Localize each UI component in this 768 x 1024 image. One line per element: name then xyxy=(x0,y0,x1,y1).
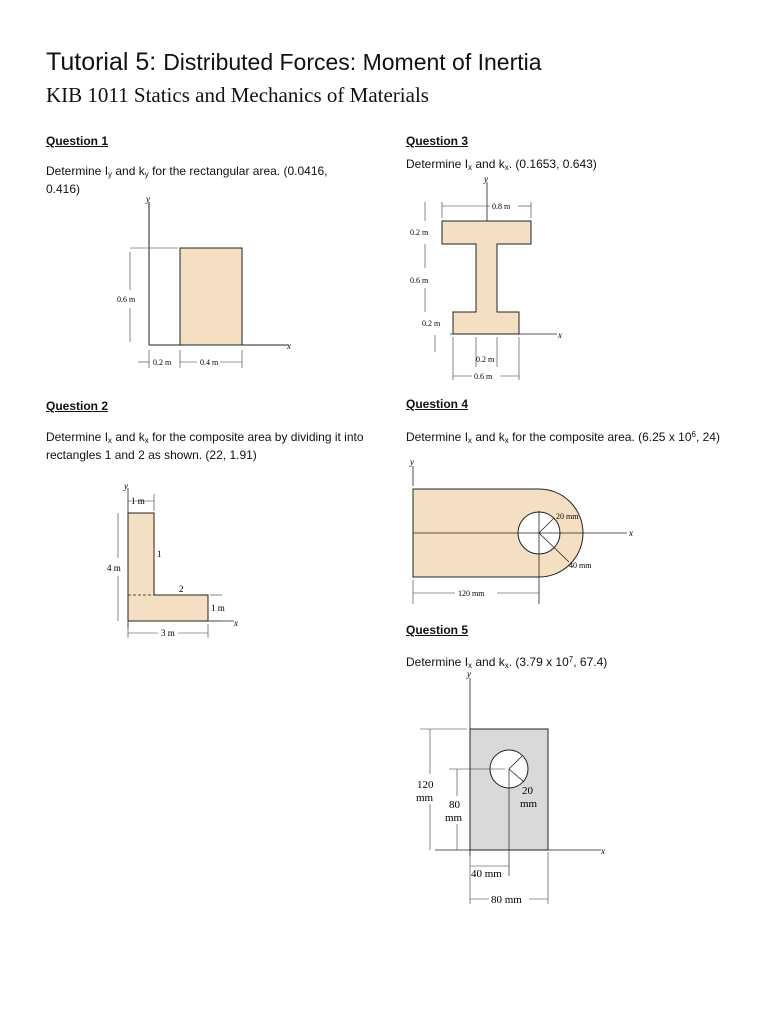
q2-label-1: 1 xyxy=(157,549,162,559)
question-2-heading: Question 2 xyxy=(46,399,109,413)
question-5-figure xyxy=(405,666,625,911)
question-3-figure xyxy=(405,172,580,384)
question-4-figure xyxy=(405,454,645,606)
title-rest: Distributed Forces: Moment of Inertia xyxy=(163,49,542,75)
q5-width-label: 80 mm xyxy=(491,894,522,906)
question-1-heading: Question 1 xyxy=(46,134,109,148)
question-3-heading: Question 3 xyxy=(406,134,469,148)
question-4-heading: Question 4 xyxy=(406,397,469,411)
q1-height-label: 0.6 m xyxy=(117,295,136,304)
q3-top-flange-label: 0.2 m xyxy=(410,228,429,237)
q3-web-width-label: 0.2 m xyxy=(476,355,495,364)
q5-radius-value: 20 xyxy=(522,785,533,797)
q1-x-label: x xyxy=(287,341,291,351)
q3-i-beam xyxy=(442,221,531,334)
page-title xyxy=(46,48,542,77)
q2-label-2: 2 xyxy=(179,584,184,594)
q2-l-shape xyxy=(128,513,208,621)
question-3-text: Determine $I_x$ and $k_x$. (0.1653, 0.643) xyxy=(406,157,597,172)
question-1-figure xyxy=(100,190,300,375)
q3-y-label: y xyxy=(484,174,488,184)
q1-offset-label: 0.2 m xyxy=(153,358,172,367)
q5-center-offset-label: 40 mm xyxy=(471,868,502,880)
q4-outer-radius-label: 40 mm xyxy=(569,561,592,570)
title-prefix: Tutorial 5: xyxy=(46,48,157,76)
q2-base-height-label: 1 m xyxy=(211,603,225,613)
q3-flange-width-label: 0.8 m xyxy=(492,202,511,211)
question-2-text: Determine $I_x$ and $k_x$ for the composite area by dividing it into rectangles 1 and 2 as shown. (22, 1.91) xyxy=(46,430,364,462)
q5-x-label: x xyxy=(601,846,605,856)
q2-base-width-label: 3 m xyxy=(161,628,175,638)
q4-y-label: y xyxy=(410,457,414,467)
q5-height-value: 120 xyxy=(417,779,434,791)
q3-bottom-width-label: 0.6 m xyxy=(474,372,493,381)
question-5-heading: Question 5 xyxy=(406,623,469,637)
q4-hole-radius-label: 20 mm xyxy=(556,512,579,521)
q3-x-label: x xyxy=(558,330,562,340)
q1-rectangle xyxy=(180,248,242,345)
q5-y-label: y xyxy=(467,669,471,679)
q2-height-label: 4 m xyxy=(107,563,121,573)
question-5-text: Determine $I_x$ and $k_x$. (3.79 x $10^7$, 67.4) xyxy=(406,655,608,670)
q1-y-label: y xyxy=(146,194,150,204)
q5-center-height-value: 80 xyxy=(449,799,460,811)
q1-width-label: 0.4 m xyxy=(200,358,219,367)
course-title: KIB 1011 Statics and Mechanics of Materials xyxy=(46,83,429,107)
question-2-figure xyxy=(100,478,260,643)
q5-center-height-unit: mm xyxy=(445,812,463,824)
q2-x-label: x xyxy=(234,618,238,628)
q3-web-height-label: 0.6 m xyxy=(410,276,429,285)
question-4-text: Determine $I_x$ and $k_x$ for the composite area. (6.25 x $10^6$, 24) xyxy=(406,430,720,445)
q4-x-label: x xyxy=(629,528,633,538)
q2-top-width-label: 1 m xyxy=(131,496,145,506)
q2-y-label: y xyxy=(124,481,128,491)
q5-radius-unit: mm xyxy=(520,798,538,810)
question-1-text: Determine $I_y$ and $k_y$ for the rectangular area. (0.0416, 0.416) xyxy=(46,164,328,196)
q3-bottom-flange-label: 0.2 m xyxy=(422,319,441,328)
q4-length-label: 120 mm xyxy=(458,589,485,598)
q5-height-unit: mm xyxy=(416,792,434,804)
